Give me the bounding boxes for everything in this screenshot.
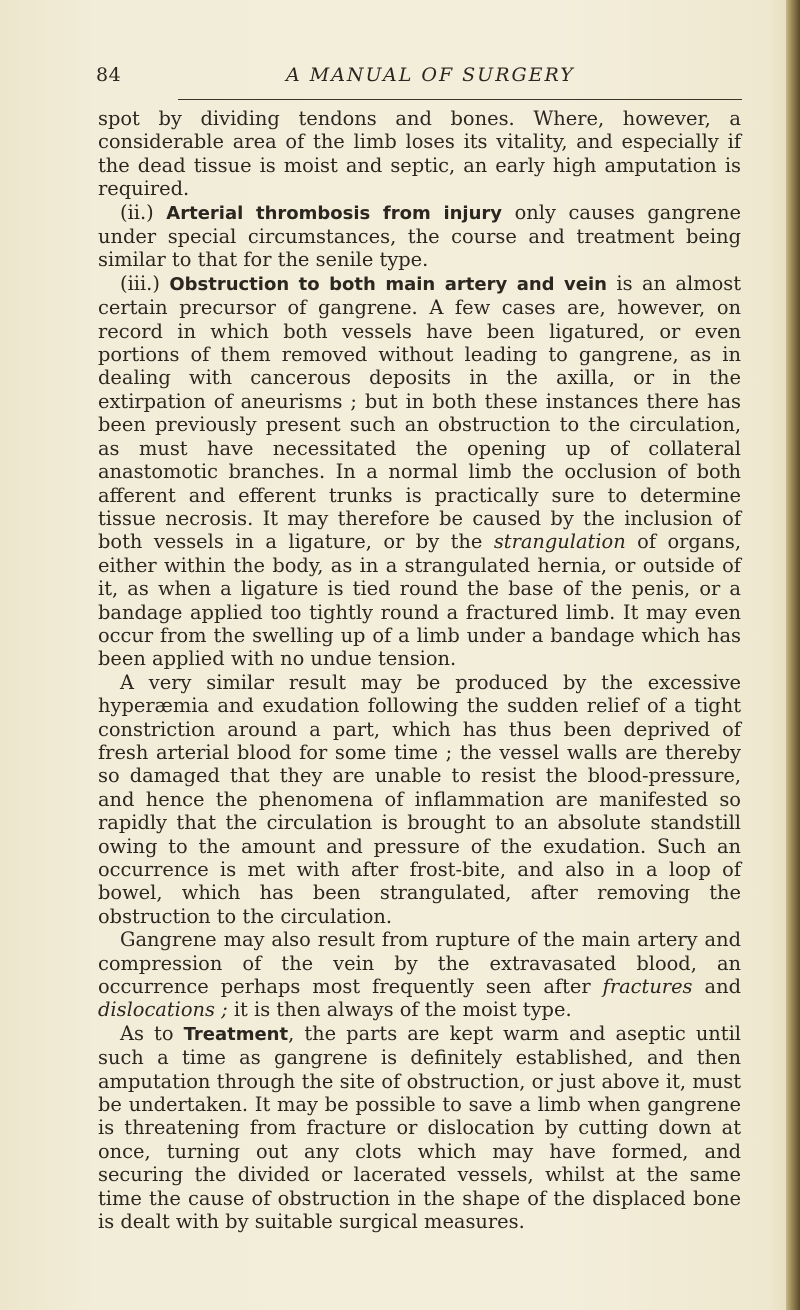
paragraph: As to Treatment, the parts are kept warm and aseptic until such a time as gangrene is definitely established, and then amputation through the site of obstruction, or just above it, must be undertaken. It may be possible to save a limb when gangrene is threatening from fracture or dislocation by cutting down at once, turning out any clots which may have formed, and securing the divided or lacerated vessels, whilst at the same time the cause of obstruction in the shape of the displaced bone is dealt with by suitable surgical measures. [98, 1021, 741, 1234]
page-edge [786, 0, 800, 1310]
paragraph: (ii.) Arterial thrombosis from injury only causes gangrene under special circumstances, the course and treatment being similar to that for the senile type. [98, 200, 741, 272]
paragraph: A very similar result may be produced by the excessive hyperæmia and exudation following the sudden relief of a tight constriction around a part, which has thus been deprived of fresh arterial blood for some time ; the vessel walls are thereby so damaged that they are unable to resist the blood-pressure, and hence the phenomena of inflammation are manifested so rapidly that the circulation is brought to an absolute standstill owing to the amount and pressure of the exudation. Such an occurrence is met with after frost-bite, and also in a loop of bowel, which has been strangulated, after removing the obstruction to the circulation. [98, 670, 741, 928]
body-text [98, 107, 741, 1234]
section-heading: Obstruction to both main artery and vein [169, 273, 607, 295]
section-heading: Arterial thrombosis from injury [166, 202, 503, 224]
running-title: A MANUAL OF SURGERY [286, 64, 575, 86]
page-header [96, 64, 736, 94]
header-rule [178, 99, 742, 100]
page-number: 84 [96, 64, 122, 86]
paragraph: spot by dividing tendons and bones. Where, however, a considerable area of the limb loses its vitality, and especially if the dead tissue is moist and septic, an early high amputation is required. [98, 107, 741, 201]
section-heading: Treatment [183, 1023, 289, 1045]
paragraph: (iii.) Obstruction to both main artery and vein is an almost certain precursor of gangrene. A few cases are, however, on record in which both vessels have been ligatured, or even portions of them removed without leading to gangrene, as in dealing with cancerous deposits in the axilla, or in the extirpation of aneurisms ; but in both these instances there has been previously present such an obstruction to the circulation, as must have necessitated the opening up of collateral anastomotic branches. In a normal limb the occlusion of both afferent and efferent trunks is practically sure to determine tissue necrosis. It may therefore be caused by the inclusion of both vessels in a ligature, or by the strangulation of organs, either within the body, as in a strangulated hernia, or outside of it, as when a ligature is tied round the base of the penis, or a bandage applied too tightly round a fractured limb. It may even occur from the swelling up of a limb under a bandage which has been applied with no undue tension. [98, 271, 741, 671]
paragraph: Gangrene may also result from rupture of the main artery and compression of the vein by the extravasated blood, an occurrence perhaps most frequently seen after fractures and dislocations ; it is then always of the moist type. [98, 928, 741, 1022]
